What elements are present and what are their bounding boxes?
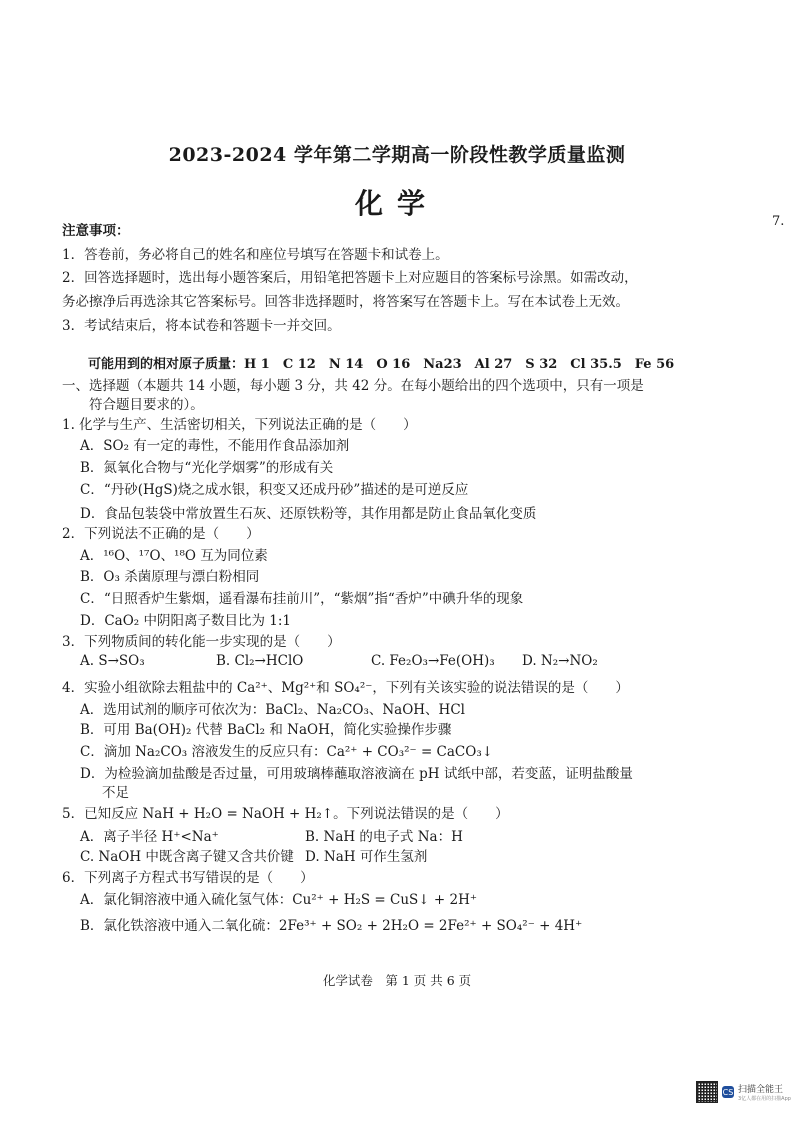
- option: D．食品包装袋中常放置生石灰、还原铁粉等，其作用都是防止食品氧化变质: [80, 506, 537, 522]
- scanner-watermark: [696, 1081, 791, 1103]
- option: D. N₂→NO₂: [522, 653, 598, 669]
- option: B．氯化铁溶液中通入二氧化硫：2Fe³⁺ + SO₂ + 2H₂O = 2Fe²⁺ + SO₄²⁻ + 4H⁺: [80, 918, 583, 934]
- option: B．O₃ 杀菌原理与漂白粉相同: [80, 569, 260, 585]
- option: B. NaH 的电子式 Na：H: [305, 829, 463, 845]
- qr-code-icon: [696, 1081, 718, 1103]
- option: C．“丹砂(HgS)烧之成水银，积变又还成丹砂”描述的是可逆反应: [80, 482, 469, 498]
- option: A．SO₂ 有一定的毒性，不能用作食品添加剂: [80, 438, 350, 454]
- section-heading: 一、选择题（本题共 14 小题，每小题 3 分，共 42 分。在每小题给出的四个选项中，只有一项是: [62, 378, 644, 394]
- option: A．离子半径 H⁺<Na⁺: [80, 829, 219, 845]
- option-cont: 不足: [102, 785, 129, 801]
- option: A．¹⁶O、¹⁷O、¹⁸O 互为同位素: [80, 548, 268, 564]
- watermark-subtext: 3亿人都在用的扫描App: [738, 1096, 791, 1102]
- question-stem: 3．下列物质间的转化能一步实现的是（ ）: [62, 634, 341, 650]
- watermark-text: 扫描全能王: [738, 1085, 784, 1095]
- notice-item: 3．考试结束后，将本试卷和答题卡一并交回。: [62, 318, 341, 334]
- option: D．CaO₂ 中阴阳离子数目比为 1:1: [80, 613, 291, 629]
- question-stem: 6．下列离子方程式书写错误的是（ ）: [62, 870, 314, 886]
- option: D．为检验滴加盐酸是否过量，可用玻璃棒蘸取溶液滴在 pH 试纸中部，若变蓝，证明盐酸量: [80, 766, 633, 782]
- option: C．滴加 Na₂CO₃ 溶液发生的反应只有：Ca²⁺ + CO₃²⁻ = CaCO₃↓: [80, 744, 494, 760]
- option: C．“日照香炉生紫烟，遥看瀑布挂前川”，“紫烟”指“香炉”中碘升华的现象: [80, 591, 524, 607]
- option: C. NaOH 中既含离子键又含共价键: [80, 849, 294, 865]
- option: B. Cl₂→HClO: [216, 653, 304, 669]
- option: A. S→SO₃: [80, 653, 145, 669]
- option: A．氯化铜溶液中通入硫化氢气体：Cu²⁺ + H₂S = CuS↓ + 2H⁺: [80, 892, 477, 908]
- subject-title: 化学: [354, 187, 439, 220]
- question-stem: 1. 化学与生产、生活密切相关，下列说法正确的是（ ）: [62, 417, 417, 433]
- page-footer: 化学试卷 第 1 页 共 6 页: [322, 973, 472, 988]
- question-stem: 5．已知反应 NaH + H₂O = NaOH + H₂↑。下列说法错误的是（ ）: [62, 806, 509, 822]
- notice-item: 务必擦净后再选涂其它答案标号。回答非选择题时，将答案写在答题卡上。写在本试卷上无效。: [62, 294, 629, 310]
- atomic-masses: 可能用到的相对原子质量：H 1 C 12 N 14 O 16 Na23 Al 27 S 32 Cl 35.5 Fe 56: [88, 357, 675, 372]
- option: B．可用 Ba(OH)₂ 代替 BaCl₂ 和 NaOH，简化实验操作步骤: [80, 722, 452, 738]
- notice-item: 2．回答选择题时，选出每小题答案后，用铅笔把答题卡上对应题目的答案标号涂黑。如需改动，: [62, 270, 638, 286]
- side-mark: 7.: [772, 214, 785, 229]
- section-heading-cont: 符合题目要求的）。: [89, 397, 204, 413]
- question-stem: 2．下列说法不正确的是（ ）: [62, 526, 260, 542]
- scanner-logo-icon: CS: [722, 1087, 734, 1097]
- exam-title: 2023-2024 学年第二学期高一阶段性教学质量监测: [168, 144, 626, 166]
- notice-item: 1．答卷前，务必将自己的姓名和座位号填写在答题卡和试卷上。: [62, 247, 449, 263]
- option: A．选用试剂的顺序可依次为：BaCl₂、Na₂CO₃、NaOH、HCl: [80, 702, 465, 718]
- option: B．氮氧化合物与“光化学烟雾”的形成有关: [80, 460, 334, 476]
- option: D. NaH 可作生氢剂: [305, 849, 428, 865]
- option: C. Fe₂O₃→Fe(OH)₃: [371, 653, 495, 669]
- question-stem: 4．实验小组欲除去粗盐中的 Ca²⁺、Mg²⁺和 SO₄²⁻，下列有关该实验的说法错误的是（ ）: [62, 680, 629, 696]
- notice-heading: 注意事项：: [62, 223, 130, 239]
